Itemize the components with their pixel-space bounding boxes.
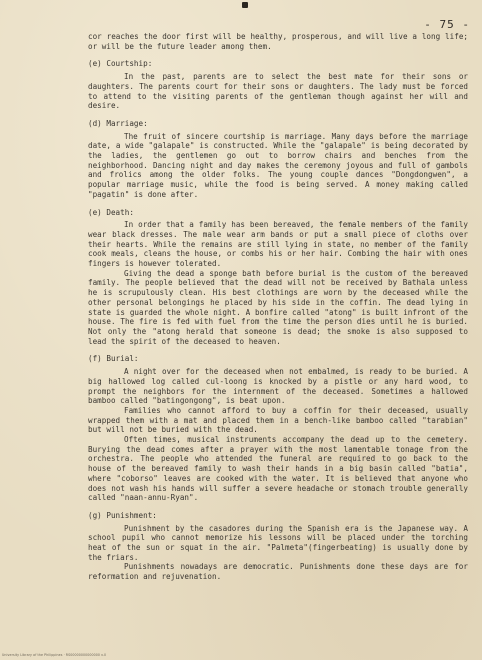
paragraph-punishment-2: Punishments nowadays are democratic. Punishments done these days are for reformation and rejuvenation. (88, 562, 468, 582)
footer-note: University Library of the Philippines · RS00000000000000 v.0 (2, 653, 107, 657)
heading-burial: (f) Burial: (88, 354, 139, 364)
punch-hole (242, 2, 248, 8)
page-number: - 75 - (424, 18, 470, 31)
paragraph-death-1: In order that a family has been bereaved, the female members of the family wear black dresses. The male wear arm bands or put a small piece of cloths over their hearts. While the remains are still lying in state, no member of the family cook meals, cleans the house, or combs his or her hair. Combing the hair with ones fingers is however tolerated. (88, 220, 468, 269)
paragraph-marriage-1: The fruit of sincere courtship is marriage. Many days before the marriage date, a wide "galapale" is constructed. While the "galapale" is being decorated by the ladies, the gentlemen go out to borrow chairs and benches from the neighborhood. Dancing night and day makes the ceremony joyous and full of gambols and frolics among the older folks. The young couple dances "Dongdongwen", a popular marriage music, while the food is being served. A money making called "pagatin" is done after. (88, 131, 468, 199)
paragraph-punishment-1: Punishment by the casadores during the Spanish era is the Japanese way. A school pupil who cannot memorize his lessons will be placed under the torching heat of the sun or squat in the air. "Palmeta"(fingerbeating) is usually done by the friars. (88, 523, 468, 562)
paragraph-courtship-1: In the past, parents are to select the best mate for their sons or daughters. The parents court for their sons or daughters. The lady must be forced to attend to the visiting parents of the gentleman though against her will and desire. (88, 72, 468, 111)
heading-death: (e) Death: (88, 207, 134, 217)
paragraph-death-2: Giving the dead a sponge bath before burial is the custom of the bereaved family. The people believed that the dead will not be received by Bathala unless he is scrupulously clean. His best clothings are worn by the deceased while the other personal belongings he placed by his side in the coffin. The dead lying in state is guarded the whole night. A bonfire called "atong" is built infront of the house. The fire is fed with fuel from the time the person dies until he is buried. Not only the "atong herald that someone is dead; the smoke is also supposed to lead the spirit of the deceased to heaven. (88, 268, 468, 346)
paragraph-burial-1: A night over for the deceased when not embalmed, is ready to be buried. A big hallowed log called cul-loong is knocked by a pistle or any hard wood, to prompt the neighbors for the internment of the deceased. Sometimes a hallowed bamboo called "batingongong", is beat upon. (88, 367, 468, 406)
intro-paragraph: cor reaches the door first will be healthy, prosperous, and will live a long life; or will be the future leader among them. (88, 32, 468, 51)
heading-punishment: (g) Punishment: (88, 510, 157, 520)
paragraph-burial-2: Families who cannot afford to buy a coffin for their deceased, usually wrapped them with a mat and placed them in a bench-like bamboo called "tarabian" but will not be buried with the dead. (88, 405, 468, 435)
heading-marriage: (d) Marriage: (88, 118, 148, 128)
heading-courtship: (e) Courtship: (88, 59, 153, 69)
body-text (88, 32, 468, 582)
paragraph-burial-3: Often times, musical instruments accompany the dead up to the cemetery. Burying the dead comes after a prayer with the most lamentable tonage from the orchestra. The people who attended the funeral are required to go back to the house of the bereaved family to wash their hands in a big basin called "batia", where "coborso" leaves are cooked with the water. It is believed that anyone who does not wash his hands will suffer a severe headache or stomach trouble generally called "naan-annu-Ryan". (88, 435, 468, 503)
